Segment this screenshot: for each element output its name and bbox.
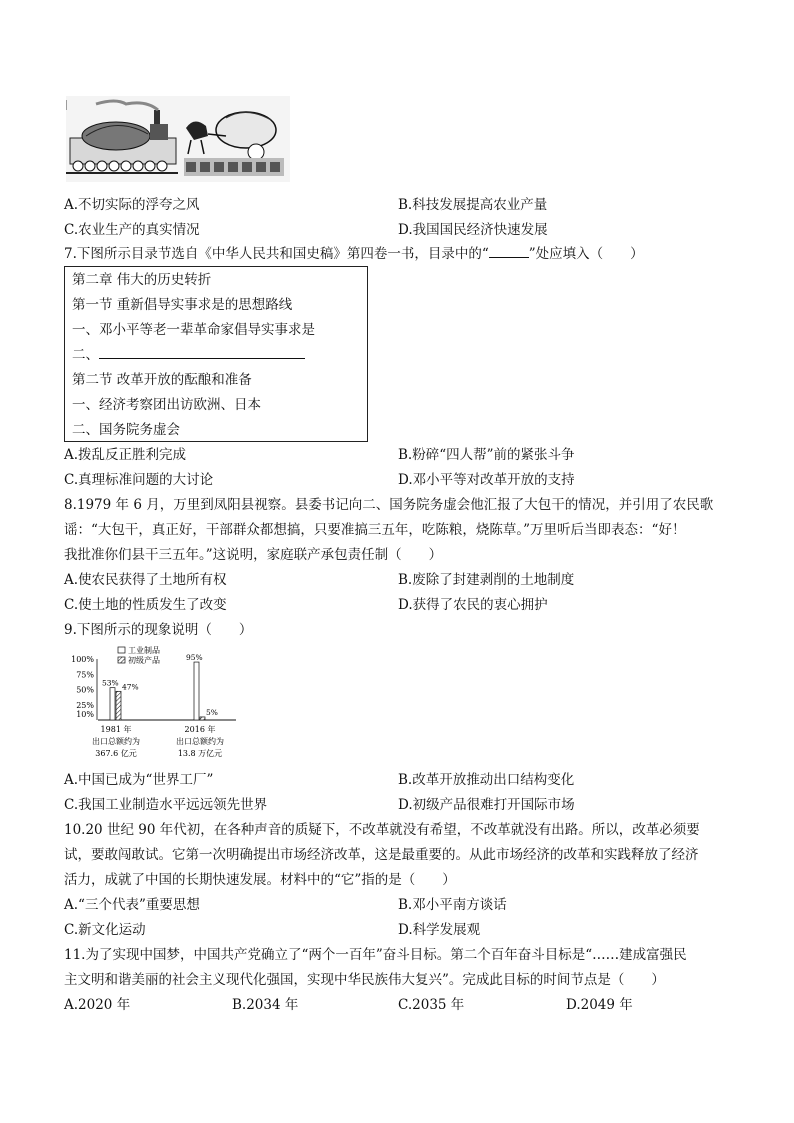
q7-option-d: D.邓小平等对改革开放的支持 — [398, 472, 575, 488]
toc-row: 二、国务院务虚会 — [72, 422, 180, 438]
q9-option-c: C.我国工业制造水平远远领先世界 — [64, 797, 268, 813]
q9-option-a: A.中国已成为“世界工厂” — [64, 772, 214, 788]
toc-row: 第二章 伟大的历史转折 — [72, 272, 212, 288]
q10-stem-line: 试，要敢闯敢试。它第一次明确提出市场经济改革，这是最重要的。从此市场经济的改革和实践释放了经济 — [64, 847, 699, 863]
toc-row: 第二节 改革开放的酝酿和准备 — [72, 372, 252, 388]
toc-row: 一、邓小平等老一辈革命家倡导实事求是 — [72, 322, 315, 338]
q11-option-b: B.2034 年 — [232, 997, 299, 1013]
q8-option-d: D.获得了农民的衷心拥护 — [398, 597, 548, 613]
y-tick-label: 10% — [76, 709, 94, 719]
legend-swatch — [118, 657, 125, 663]
y-tick-label: 75% — [76, 670, 94, 680]
bar-primary — [116, 691, 121, 720]
q7-stem — [64, 245, 644, 263]
toc-row-label: 二、 — [72, 347, 99, 363]
q11-stem-line: 11.为了实现中国梦，中国共产党确立了“两个一百年”奋斗目标。第二个百年奋斗目标是“……建成富强民 — [64, 947, 687, 963]
q11-option-a: A.2020 年 — [64, 997, 131, 1013]
q7-option-c: C.真理标准问题的大讨论 — [64, 472, 214, 488]
q7-stem-before: 7.下图所示目录节选自《中华人民共和国史稿》第四卷一书，目录中的“ — [64, 246, 489, 262]
bar-industrial — [110, 688, 115, 720]
bar-value-label: 95% — [186, 653, 203, 663]
q11-option-d: D.2049 年 — [566, 997, 633, 1013]
toc-blank-line — [99, 346, 305, 359]
category-note-line: 13.8 万亿元 — [177, 749, 223, 758]
q10-option-c: C.新文化运动 — [64, 922, 146, 938]
q10-option-a: A.“三个代表”重要思想 — [64, 897, 200, 913]
q8-stem-line: 谣：“大包干，真正好，干部群众都想搞，只要准搞三五年，吃陈粮，烧陈草。”万里听后当即表态：“好！ — [64, 522, 686, 538]
q6-option-b: B.科技发展提高农业产量 — [398, 197, 548, 213]
export-structure-chart — [66, 645, 246, 765]
cartoon-image — [66, 96, 290, 182]
legend-label: 工业制品 — [128, 646, 160, 655]
legend-swatch — [118, 647, 125, 653]
q6-option-c: C.农业生产的真实情况 — [64, 222, 200, 238]
bar-value-label: 53% — [102, 678, 119, 688]
legend-label: 初级产品 — [128, 656, 160, 665]
q7-blank — [489, 245, 529, 258]
q7-option-a: A.拨乱反正胜利完成 — [64, 447, 187, 463]
toc-row: 一、经济考察团出访欧洲、日本 — [72, 397, 261, 413]
q7-stem-after: ”处应填入（ ） — [528, 246, 644, 262]
q10-option-d: D.科学发展观 — [398, 922, 481, 938]
category-note-line: 出口总额约为 — [176, 737, 224, 746]
q10-option-b: B.邓小平南方谈话 — [398, 897, 507, 913]
toc-row-blank — [72, 346, 305, 364]
y-tick-label: 25% — [76, 700, 94, 710]
q8-option-a: A.使农民获得了土地所有权 — [64, 572, 227, 588]
bar-industrial — [194, 662, 199, 720]
q8-option-c: C.使土地的性质发生了改变 — [64, 597, 227, 613]
category-label: 2016 年 — [184, 725, 216, 734]
bar-value-label: 47% — [122, 682, 139, 692]
toc-row: 第一节 重新倡导实事求是的思想路线 — [72, 297, 293, 313]
q11-option-c: C.2035 年 — [398, 997, 465, 1013]
q6-option-a: A.不切实际的浮夸之风 — [64, 197, 200, 213]
table-of-contents-box — [64, 266, 368, 442]
bar-primary — [200, 717, 205, 720]
q8-option-b: B.废除了封建剥削的土地制度 — [398, 572, 575, 588]
q8-stem-line: 我批准你们县干三五年。”这说明，家庭联产承包责任制（ ） — [64, 547, 443, 563]
q8-stem-line: 8.1979 年 6 月，万里到凤阳县视察。县委书记向二、国务院务虚会他汇报了大包干的情况，并引用了农民歌 — [64, 497, 714, 513]
category-note-line: 出口总额约为 — [92, 737, 140, 746]
q11-stem-line: 主文明和谐美丽的社会主义现代化强国，实现中华民族伟大复兴”。完成此目标的时间节点是（ ） — [64, 972, 665, 988]
q10-stem-line: 活力，成就了中国的长期快速发展。材料中的“它”指的是（ ） — [64, 872, 456, 888]
category-note-line: 367.6 亿元 — [95, 749, 137, 758]
q10-stem-line: 10.20 世纪 90 年代初，在各种声音的质疑下，不改革就没有希望，不改革就没有出路。所以，改革必须要 — [64, 822, 700, 838]
q9-option-b: B.改革开放推动出口结构变化 — [398, 772, 575, 788]
q6-option-d: D.我国国民经济快速发展 — [398, 222, 548, 238]
y-tick-label: 50% — [76, 685, 94, 695]
category-label: 1981 年 — [100, 725, 132, 734]
q7-option-b: B.粉碎“四人帮”前的紧张斗争 — [398, 447, 575, 463]
bar-value-label: 5% — [206, 707, 218, 717]
q9-option-d: D.初级产品很难打开国际市场 — [398, 797, 575, 813]
q9-stem: 9.下图所示的现象说明（ ） — [64, 622, 253, 638]
y-tick-label: 100% — [71, 655, 94, 664]
